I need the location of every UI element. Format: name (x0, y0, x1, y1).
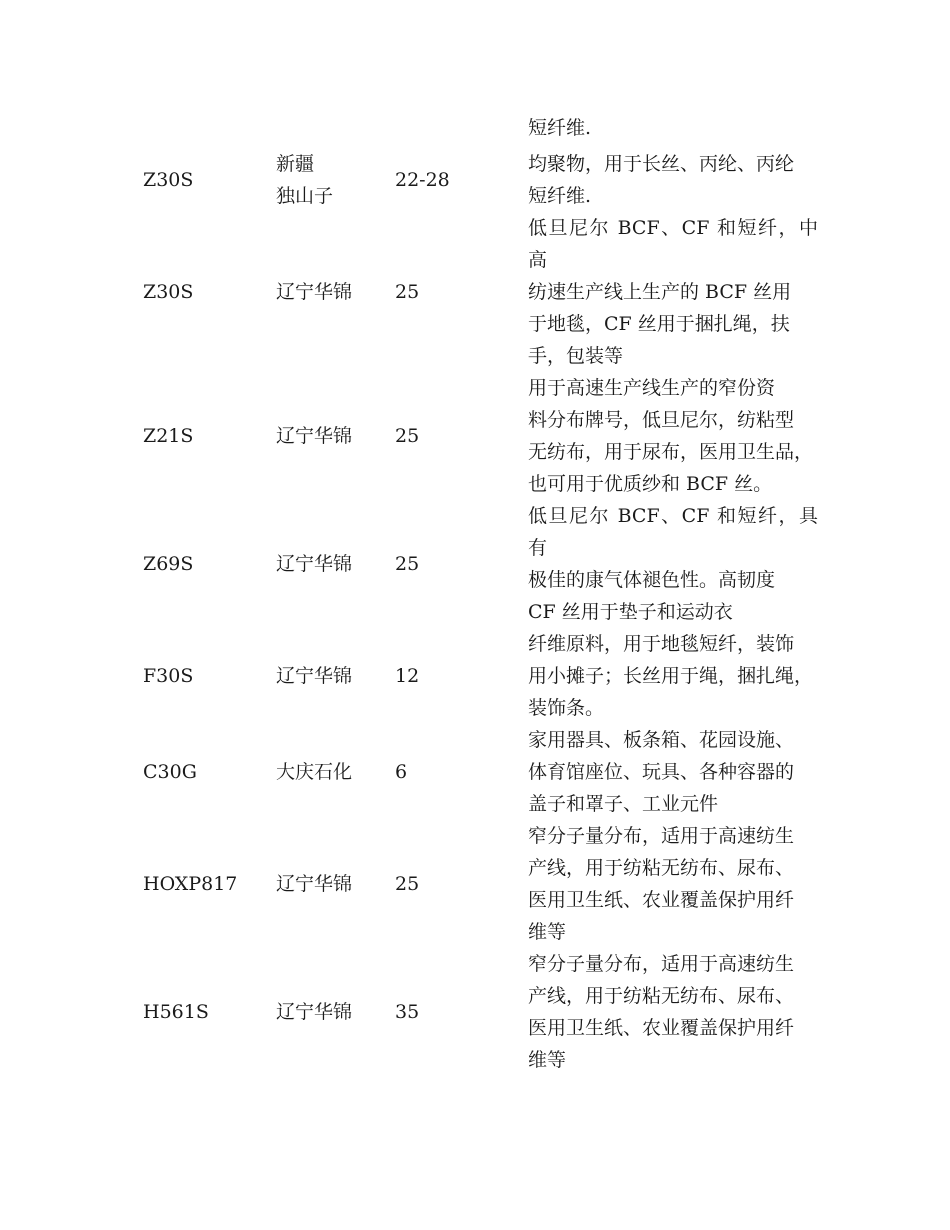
use-line: 窄分子量分布，适用于高速纺生 (528, 825, 795, 847)
use-line: 纤维原料，用于地毯短纤，装饰 (528, 633, 795, 655)
maker-cell (276, 148, 395, 212)
use-cell (528, 148, 818, 212)
use-line: 均聚物，用于长丝、丙纶、丙纶 (528, 153, 795, 175)
table-row (143, 820, 823, 948)
mfr-cell: 25 (395, 281, 420, 303)
use-line: 低旦尼尔 BCF、CF 和短纤，中高 (528, 217, 818, 271)
use-line: 家用器具、板条箱、花园设施、 (528, 729, 795, 751)
maker-cell (276, 996, 395, 1028)
maker-line: 辽宁华锦 (276, 873, 353, 895)
grade-cell: C30G (143, 761, 197, 783)
table-row (143, 372, 823, 500)
use-line: 产线，用于纺粘无纺布、尿布、 (528, 985, 795, 1007)
grade-cell: Z30S (143, 169, 194, 191)
use-line: 体育馆座位、玩具、各种容器的 (528, 761, 795, 783)
table-row (143, 628, 823, 724)
maker-cell (276, 756, 395, 788)
table-row (143, 500, 823, 628)
maker-cell (276, 420, 395, 452)
maker-line: 辽宁华锦 (276, 281, 353, 303)
table-row (143, 148, 823, 212)
use-line: 手，包装等 (528, 345, 624, 367)
use-cell (528, 948, 818, 1076)
maker-cell (276, 660, 395, 692)
grade-cell: F30S (143, 665, 194, 687)
use-line: CF 丝用于垫子和运动衣 (528, 601, 733, 623)
maker-line: 辽宁华锦 (276, 553, 353, 575)
maker-line: 辽宁华锦 (276, 425, 353, 447)
mfr-cell: 25 (395, 873, 420, 895)
mfr-cell: 35 (395, 1001, 420, 1023)
table-row (143, 212, 823, 372)
use-line: 料分布牌号，低旦尼尔，纺粘型 (528, 409, 795, 431)
maker-line: 独山子 (276, 185, 334, 207)
use-line: 短纤维. (528, 117, 592, 139)
use-line: 于地毯，CF 丝用于捆扎绳，扶 (528, 313, 790, 335)
grade-cell: Z21S (143, 425, 194, 447)
use-line: 无纺布，用于尿布，医用卫生品， (528, 441, 814, 463)
product-table (143, 112, 823, 1076)
maker-line: 辽宁华锦 (276, 1001, 353, 1023)
use-cell (528, 212, 818, 372)
mfr-cell: 25 (395, 425, 420, 447)
maker-cell (276, 868, 395, 900)
use-line: 盖子和罩子、工业元件 (528, 793, 719, 815)
grade-cell: HOXP817 (143, 873, 238, 895)
use-line: 产线，用于纺粘无纺布、尿布、 (528, 857, 795, 879)
use-line: 也可用于优质纱和 BCF 丝。 (528, 473, 773, 495)
continuation-row (143, 112, 823, 144)
maker-line: 辽宁华锦 (276, 665, 353, 687)
use-cell (528, 500, 818, 628)
use-line: 维等 (528, 1049, 567, 1071)
table-row (143, 948, 823, 1076)
mfr-cell: 12 (395, 665, 420, 687)
use-cell (528, 112, 818, 144)
grade-cell: Z30S (143, 281, 194, 303)
use-line: 用于高速生产线生产的窄份资 (528, 377, 776, 399)
mfr-cell: 6 (395, 761, 408, 783)
maker-line: 新疆 (276, 153, 315, 175)
grade-cell: H561S (143, 1001, 209, 1023)
use-cell (528, 724, 818, 820)
use-line: 纺速生产线上生产的 BCF 丝用 (528, 281, 792, 303)
mfr-cell: 22-28 (395, 169, 450, 191)
use-line: 低旦尼尔 BCF、CF 和短纤，具有 (528, 505, 818, 559)
table-row (143, 724, 823, 820)
table-body (143, 148, 823, 1076)
use-cell (528, 820, 818, 948)
use-line: 窄分子量分布，适用于高速纺生 (528, 953, 795, 975)
use-line: 装饰条。 (528, 697, 605, 719)
maker-cell (276, 548, 395, 580)
use-line: 用小摊子；长丝用于绳，捆扎绳， (528, 665, 814, 687)
use-line: 维等 (528, 921, 567, 943)
grade-cell: Z69S (143, 553, 194, 575)
use-line: 医用卫生纸、农业覆盖保护用纤 (528, 1017, 795, 1039)
use-line: 医用卫生纸、农业覆盖保护用纤 (528, 889, 795, 911)
maker-line: 大庆石化 (276, 761, 353, 783)
mfr-cell: 25 (395, 553, 420, 575)
use-cell (528, 372, 818, 500)
maker-cell (276, 276, 395, 308)
use-cell (528, 628, 818, 724)
use-line: 极佳的康气体褪色性。高韧度 (528, 569, 776, 591)
use-line: 短纤维. (528, 185, 592, 207)
